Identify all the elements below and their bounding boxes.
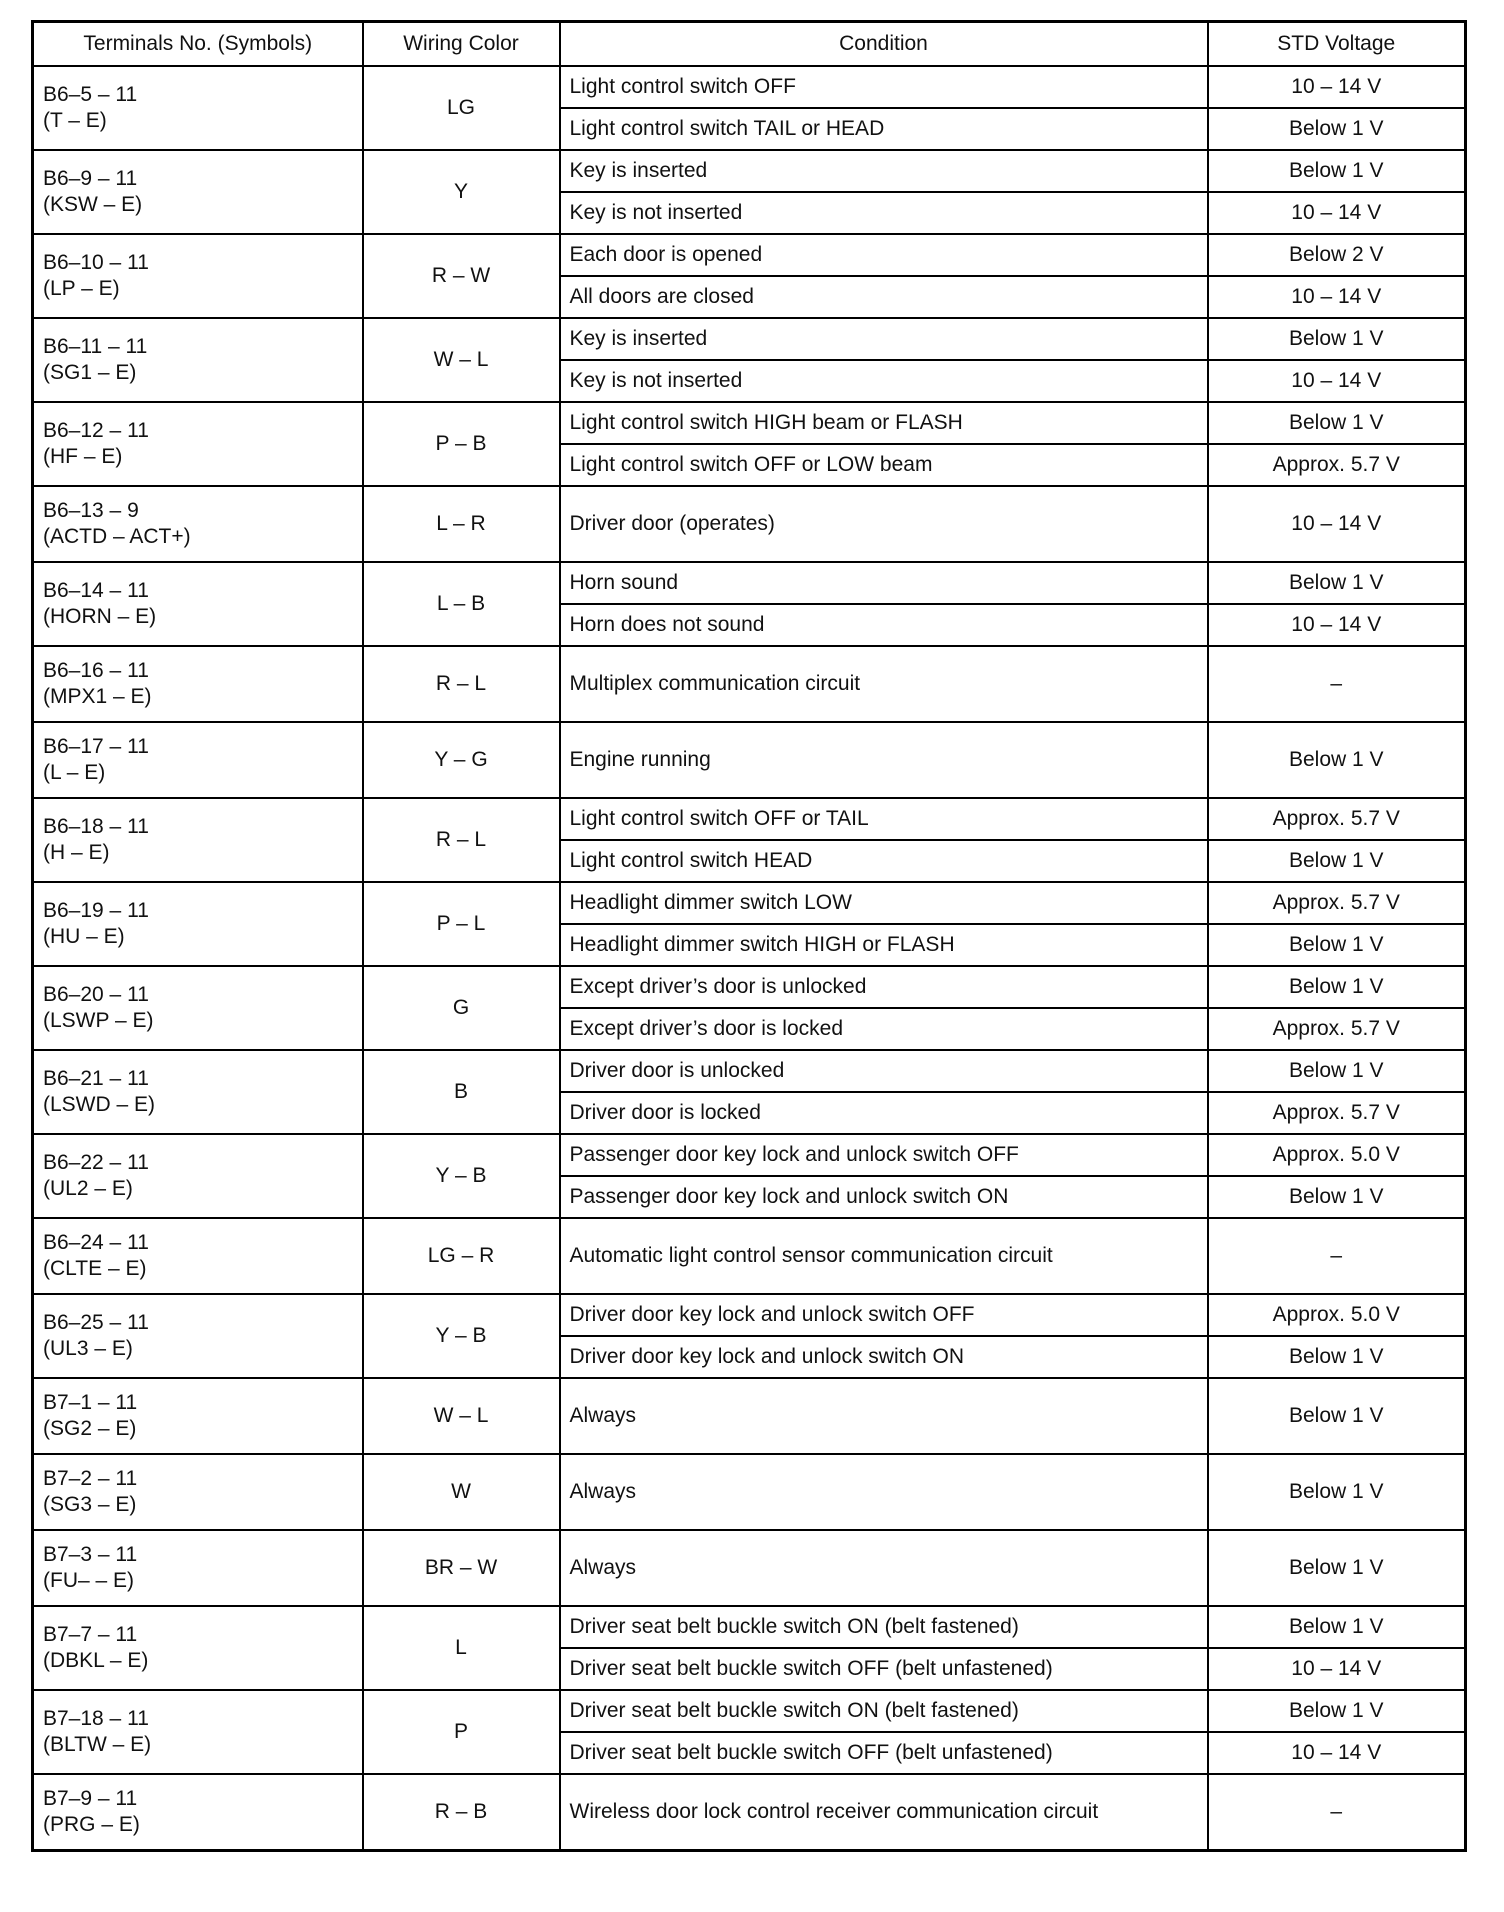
std-voltage-cell: Below 1 V bbox=[1208, 840, 1466, 882]
header-row bbox=[33, 22, 1466, 67]
condition-cell: Except driver’s door is unlocked bbox=[560, 966, 1208, 1008]
wiring-color-cell: G bbox=[363, 966, 560, 1050]
condition-cell: Key is inserted bbox=[560, 318, 1208, 360]
terminal-symbol: (L – E) bbox=[43, 761, 106, 784]
terminal-symbol: (ACTD – ACT+) bbox=[43, 525, 191, 548]
table-row bbox=[33, 1690, 1466, 1732]
terminal-symbol: (CLTE – E) bbox=[43, 1257, 147, 1280]
wiring-color-cell: R – L bbox=[363, 646, 560, 722]
terminal-cell bbox=[33, 646, 363, 722]
terminal-number: B6–18 – 11 bbox=[43, 814, 149, 838]
terminal-symbol: (MPX1 – E) bbox=[43, 685, 152, 708]
terminal-symbol: (PRG – E) bbox=[43, 1813, 140, 1836]
terminal-cell bbox=[33, 234, 363, 318]
terminal-cell bbox=[33, 318, 363, 402]
wiring-color-cell: Y – G bbox=[363, 722, 560, 798]
std-voltage-cell: Below 1 V bbox=[1208, 966, 1466, 1008]
table-body bbox=[33, 66, 1466, 1851]
terminal-symbol: (DBKL – E) bbox=[43, 1649, 149, 1672]
condition-cell: Driver door is locked bbox=[560, 1092, 1208, 1134]
condition-cell: Key is not inserted bbox=[560, 360, 1208, 402]
condition-cell: Light control switch HIGH beam or FLASH bbox=[560, 402, 1208, 444]
terminal-cell bbox=[33, 562, 363, 646]
terminal-number: B7–18 – 11 bbox=[43, 1706, 149, 1730]
terminal-symbol: (FU– – E) bbox=[43, 1569, 135, 1592]
std-voltage-cell: – bbox=[1208, 1218, 1466, 1294]
condition-cell: Wireless door lock control receiver communication circuit bbox=[560, 1774, 1208, 1851]
terminal-cell bbox=[33, 966, 363, 1050]
condition-cell: Horn sound bbox=[560, 562, 1208, 604]
condition-cell: Headlight dimmer switch HIGH or FLASH bbox=[560, 924, 1208, 966]
wiring-color-cell: B bbox=[363, 1050, 560, 1134]
std-voltage-cell: Below 1 V bbox=[1208, 1176, 1466, 1218]
terminal-number: B6–9 – 11 bbox=[43, 166, 138, 190]
table-row bbox=[33, 66, 1466, 108]
std-voltage-cell: 10 – 14 V bbox=[1208, 1732, 1466, 1774]
wiring-color-cell: R – W bbox=[363, 234, 560, 318]
std-voltage-cell: Approx. 5.0 V bbox=[1208, 1134, 1466, 1176]
condition-cell: Always bbox=[560, 1454, 1208, 1530]
condition-cell: Driver seat belt buckle switch ON (belt fastened) bbox=[560, 1690, 1208, 1732]
terminal-number: B6–16 – 11 bbox=[43, 658, 149, 682]
std-voltage-cell: Below 1 V bbox=[1208, 1378, 1466, 1454]
std-voltage-cell: Below 1 V bbox=[1208, 1454, 1466, 1530]
std-voltage-cell: Below 1 V bbox=[1208, 1336, 1466, 1378]
condition-cell: Driver seat belt buckle switch OFF (belt unfastened) bbox=[560, 1648, 1208, 1690]
condition-cell: Each door is opened bbox=[560, 234, 1208, 276]
table-header bbox=[33, 22, 1466, 67]
wiring-color-cell: W – L bbox=[363, 318, 560, 402]
terminal-number: B6–10 – 11 bbox=[43, 250, 149, 274]
terminal-number: B6–24 – 11 bbox=[43, 1230, 149, 1254]
wiring-color-cell: R – L bbox=[363, 798, 560, 882]
terminal-cell bbox=[33, 1690, 363, 1774]
std-voltage-cell: Approx. 5.7 V bbox=[1208, 1008, 1466, 1050]
std-voltage-cell: Below 1 V bbox=[1208, 1050, 1466, 1092]
terminal-cell bbox=[33, 402, 363, 486]
wiring-color-cell: P – L bbox=[363, 882, 560, 966]
terminal-number: B7–2 – 11 bbox=[43, 1466, 138, 1490]
terminal-number: B6–14 – 11 bbox=[43, 578, 149, 602]
std-voltage-cell: Approx. 5.7 V bbox=[1208, 798, 1466, 840]
terminal-symbol: (SG2 – E) bbox=[43, 1417, 137, 1440]
std-voltage-cell: Below 1 V bbox=[1208, 108, 1466, 150]
terminal-symbol: (LSWD – E) bbox=[43, 1093, 156, 1116]
wiring-color-cell: W – L bbox=[363, 1378, 560, 1454]
terminal-cell bbox=[33, 1606, 363, 1690]
terminal-voltage-sheet bbox=[31, 20, 1464, 1852]
condition-cell: Always bbox=[560, 1530, 1208, 1606]
terminal-number: B7–1 – 11 bbox=[43, 1390, 138, 1414]
table-row bbox=[33, 318, 1466, 360]
terminal-cell bbox=[33, 722, 363, 798]
condition-cell: Engine running bbox=[560, 722, 1208, 798]
table-row bbox=[33, 234, 1466, 276]
table-row bbox=[33, 882, 1466, 924]
condition-cell: Key is not inserted bbox=[560, 192, 1208, 234]
std-voltage-cell: Below 1 V bbox=[1208, 318, 1466, 360]
condition-cell: Automatic light control sensor communication circuit bbox=[560, 1218, 1208, 1294]
table-row bbox=[33, 646, 1466, 722]
std-voltage-cell: Below 1 V bbox=[1208, 924, 1466, 966]
wiring-color-cell: L – R bbox=[363, 486, 560, 562]
terminal-symbol: (T – E) bbox=[43, 109, 107, 132]
terminal-cell bbox=[33, 1134, 363, 1218]
std-voltage-cell: Approx. 5.7 V bbox=[1208, 1092, 1466, 1134]
wiring-color-cell: Y – B bbox=[363, 1134, 560, 1218]
std-voltage-cell: Approx. 5.0 V bbox=[1208, 1294, 1466, 1336]
std-voltage-cell: Below 1 V bbox=[1208, 1530, 1466, 1606]
table-row bbox=[33, 1454, 1466, 1530]
table-row bbox=[33, 1218, 1466, 1294]
terminal-number: B7–7 – 11 bbox=[43, 1622, 138, 1646]
std-voltage-cell: Below 1 V bbox=[1208, 1690, 1466, 1732]
std-voltage-cell: 10 – 14 V bbox=[1208, 486, 1466, 562]
terminal-number: B6–5 – 11 bbox=[43, 82, 138, 106]
table-row bbox=[33, 402, 1466, 444]
condition-cell: Always bbox=[560, 1378, 1208, 1454]
terminal-symbol: (LSWP – E) bbox=[43, 1009, 154, 1032]
terminal-cell bbox=[33, 66, 363, 150]
terminal-number: B6–22 – 11 bbox=[43, 1150, 149, 1174]
wiring-color-cell: P bbox=[363, 1690, 560, 1774]
table-row bbox=[33, 486, 1466, 562]
terminal-cell bbox=[33, 1378, 363, 1454]
condition-cell: Light control switch HEAD bbox=[560, 840, 1208, 882]
wiring-color-cell: Y bbox=[363, 150, 560, 234]
std-voltage-cell: 10 – 14 V bbox=[1208, 192, 1466, 234]
std-voltage-cell: 10 – 14 V bbox=[1208, 360, 1466, 402]
condition-cell: Driver door key lock and unlock switch OFF bbox=[560, 1294, 1208, 1336]
terminal-cell bbox=[33, 882, 363, 966]
terminal-symbol: (BLTW – E) bbox=[43, 1733, 152, 1756]
std-voltage-cell: 10 – 14 V bbox=[1208, 604, 1466, 646]
header-terminal: Terminals No. (Symbols) bbox=[33, 22, 363, 67]
terminal-symbol: (KSW – E) bbox=[43, 193, 143, 216]
std-voltage-cell: Below 1 V bbox=[1208, 402, 1466, 444]
condition-cell: Light control switch TAIL or HEAD bbox=[560, 108, 1208, 150]
terminal-cell bbox=[33, 1294, 363, 1378]
terminal-number: B6–21 – 11 bbox=[43, 1066, 149, 1090]
std-voltage-cell: Approx. 5.7 V bbox=[1208, 882, 1466, 924]
std-voltage-cell: 10 – 14 V bbox=[1208, 276, 1466, 318]
terminal-cell bbox=[33, 798, 363, 882]
std-voltage-cell: Below 1 V bbox=[1208, 722, 1466, 798]
condition-cell: Multiplex communication circuit bbox=[560, 646, 1208, 722]
condition-cell: Horn does not sound bbox=[560, 604, 1208, 646]
terminal-cell bbox=[33, 1774, 363, 1851]
header-wiring-color: Wiring Color bbox=[363, 22, 560, 67]
terminal-cell bbox=[33, 1454, 363, 1530]
condition-cell: Light control switch OFF or LOW beam bbox=[560, 444, 1208, 486]
condition-cell: Except driver’s door is locked bbox=[560, 1008, 1208, 1050]
condition-cell: Driver door key lock and unlock switch ON bbox=[560, 1336, 1208, 1378]
wiring-color-cell: LG bbox=[363, 66, 560, 150]
terminal-voltage-table bbox=[31, 20, 1467, 1852]
terminal-number: B6–11 – 11 bbox=[43, 334, 148, 358]
terminal-symbol: (UL3 – E) bbox=[43, 1337, 133, 1360]
terminal-symbol: (SG3 – E) bbox=[43, 1493, 137, 1516]
table-row bbox=[33, 1606, 1466, 1648]
std-voltage-cell: Below 1 V bbox=[1208, 1606, 1466, 1648]
condition-cell: Passenger door key lock and unlock switch ON bbox=[560, 1176, 1208, 1218]
terminal-cell bbox=[33, 486, 363, 562]
wiring-color-cell: W bbox=[363, 1454, 560, 1530]
std-voltage-cell: 10 – 14 V bbox=[1208, 66, 1466, 108]
std-voltage-cell: Approx. 5.7 V bbox=[1208, 444, 1466, 486]
terminal-symbol: (H – E) bbox=[43, 841, 110, 864]
terminal-number: B6–17 – 11 bbox=[43, 734, 149, 758]
terminal-symbol: (UL2 – E) bbox=[43, 1177, 133, 1200]
terminal-number: B6–20 – 11 bbox=[43, 982, 149, 1006]
std-voltage-cell: Below 2 V bbox=[1208, 234, 1466, 276]
wiring-color-cell: LG – R bbox=[363, 1218, 560, 1294]
condition-cell: Headlight dimmer switch LOW bbox=[560, 882, 1208, 924]
terminal-number: B6–12 – 11 bbox=[43, 418, 149, 442]
table-row bbox=[33, 1530, 1466, 1606]
terminal-symbol: (SG1 – E) bbox=[43, 361, 137, 384]
condition-cell: Light control switch OFF bbox=[560, 66, 1208, 108]
table-row bbox=[33, 722, 1466, 798]
std-voltage-cell: – bbox=[1208, 646, 1466, 722]
condition-cell: Passenger door key lock and unlock switch OFF bbox=[560, 1134, 1208, 1176]
terminal-symbol: (HORN – E) bbox=[43, 605, 157, 628]
std-voltage-cell: Below 1 V bbox=[1208, 562, 1466, 604]
table-row bbox=[33, 150, 1466, 192]
condition-cell: Driver door is unlocked bbox=[560, 1050, 1208, 1092]
terminal-number: B6–19 – 11 bbox=[43, 898, 149, 922]
terminal-number: B6–25 – 11 bbox=[43, 1310, 149, 1334]
terminal-number: B7–9 – 11 bbox=[43, 1786, 138, 1810]
table-row bbox=[33, 1294, 1466, 1336]
terminal-cell bbox=[33, 150, 363, 234]
table-row bbox=[33, 966, 1466, 1008]
condition-cell: Light control switch OFF or TAIL bbox=[560, 798, 1208, 840]
wiring-color-cell: L bbox=[363, 1606, 560, 1690]
terminal-cell bbox=[33, 1218, 363, 1294]
terminal-symbol: (HF – E) bbox=[43, 445, 123, 468]
std-voltage-cell: – bbox=[1208, 1774, 1466, 1851]
table-row bbox=[33, 1050, 1466, 1092]
wiring-color-cell: P – B bbox=[363, 402, 560, 486]
condition-cell: All doors are closed bbox=[560, 276, 1208, 318]
header-condition: Condition bbox=[560, 22, 1208, 67]
table-row bbox=[33, 1774, 1466, 1851]
terminal-symbol: (LP – E) bbox=[43, 277, 120, 300]
terminal-cell bbox=[33, 1050, 363, 1134]
wiring-color-cell: Y – B bbox=[363, 1294, 560, 1378]
wiring-color-cell: L – B bbox=[363, 562, 560, 646]
header-std-voltage: STD Voltage bbox=[1208, 22, 1466, 67]
table-row bbox=[33, 1134, 1466, 1176]
condition-cell: Driver seat belt buckle switch OFF (belt unfastened) bbox=[560, 1732, 1208, 1774]
condition-cell: Driver door (operates) bbox=[560, 486, 1208, 562]
table-row bbox=[33, 562, 1466, 604]
terminal-symbol: (HU – E) bbox=[43, 925, 125, 948]
condition-cell: Driver seat belt buckle switch ON (belt fastened) bbox=[560, 1606, 1208, 1648]
condition-cell: Key is inserted bbox=[560, 150, 1208, 192]
terminal-number: B6–13 – 9 bbox=[43, 498, 139, 522]
std-voltage-cell: 10 – 14 V bbox=[1208, 1648, 1466, 1690]
table-row bbox=[33, 1378, 1466, 1454]
wiring-color-cell: R – B bbox=[363, 1774, 560, 1851]
terminal-number: B7–3 – 11 bbox=[43, 1542, 138, 1566]
wiring-color-cell: BR – W bbox=[363, 1530, 560, 1606]
table-row bbox=[33, 798, 1466, 840]
terminal-cell bbox=[33, 1530, 363, 1606]
std-voltage-cell: Below 1 V bbox=[1208, 150, 1466, 192]
